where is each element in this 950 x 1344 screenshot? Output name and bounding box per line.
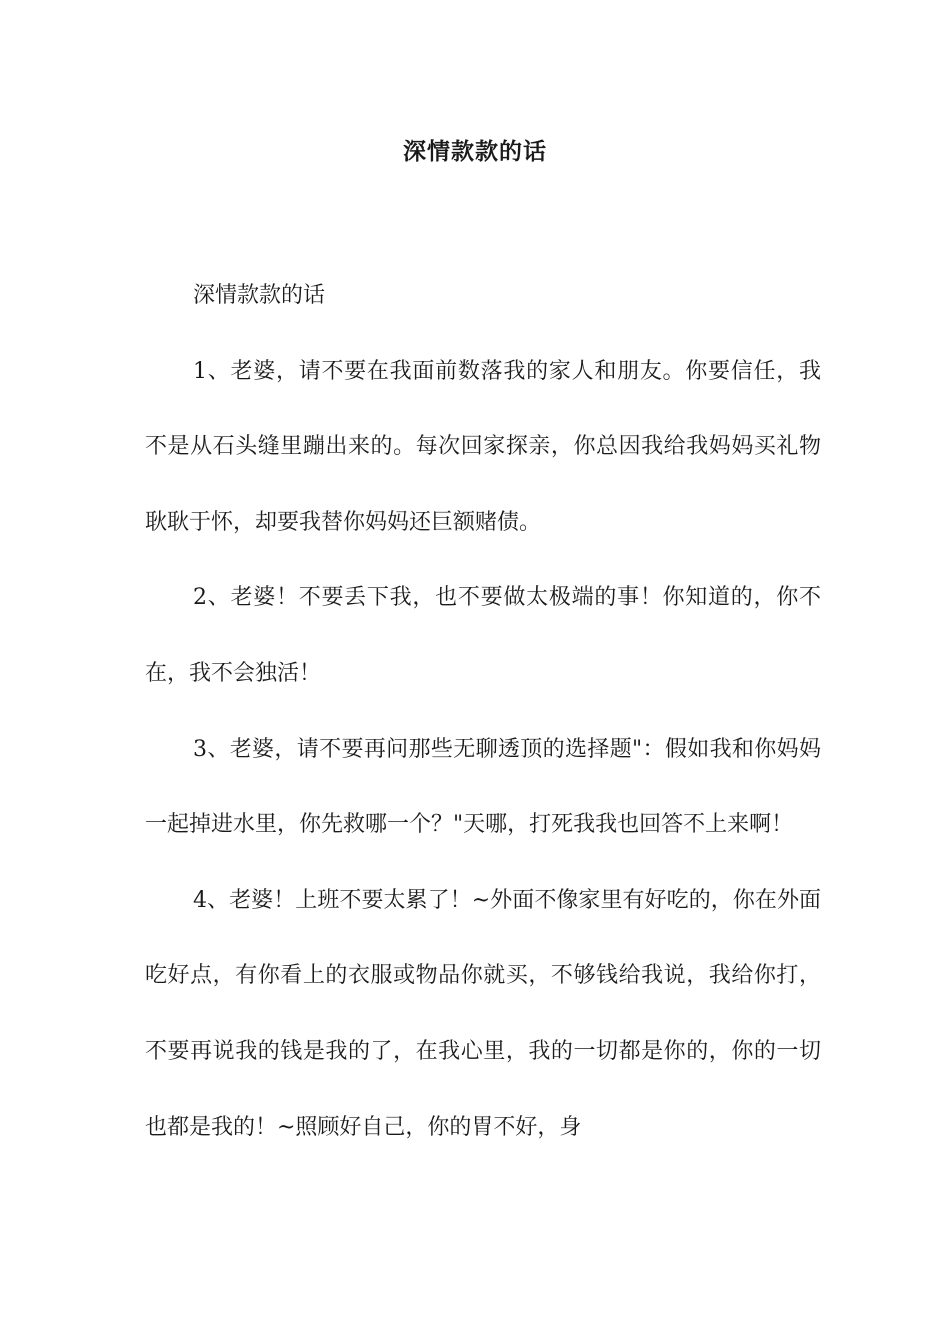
paragraph-subtitle: 深情款款的话 [193,283,326,308]
paragraph-item-1: 1、老婆，请不要在我面前数落我的家人和朋友。你要信任，我不是从石头缝里蹦出来的。每次回家探亲，你总因我给我妈妈买礼物耿耿于怀，却要我替你妈妈还巨额赌债。 [145,358,821,535]
document-title: 深情款款的话 [403,139,547,165]
paragraph-item-3: 3、老婆，请不要再问那些无聊透顶的选择题"：假如我和你妈妈一起掉进水里，你先救哪一个？"天哪，打死我我也回答不上来啊！ [145,736,821,838]
paragraph-item-4: 4、老婆！上班不要太累了！~外面不像家里有好吃的，你在外面吃好点，有你看上的衣服或物品你就买，不够钱给我说，我给你打，不要再说我的钱是我的了，在我心里，我的一切都是你的，你的一切也都是我的！~照顾好自己，你的胃不好，身 [145,887,821,1140]
document-body [145,258,821,1165]
paragraph-item-2: 2、老婆！不要丢下我，也不要做太极端的事！你知道的，你不在，我不会独活！ [145,585,821,686]
